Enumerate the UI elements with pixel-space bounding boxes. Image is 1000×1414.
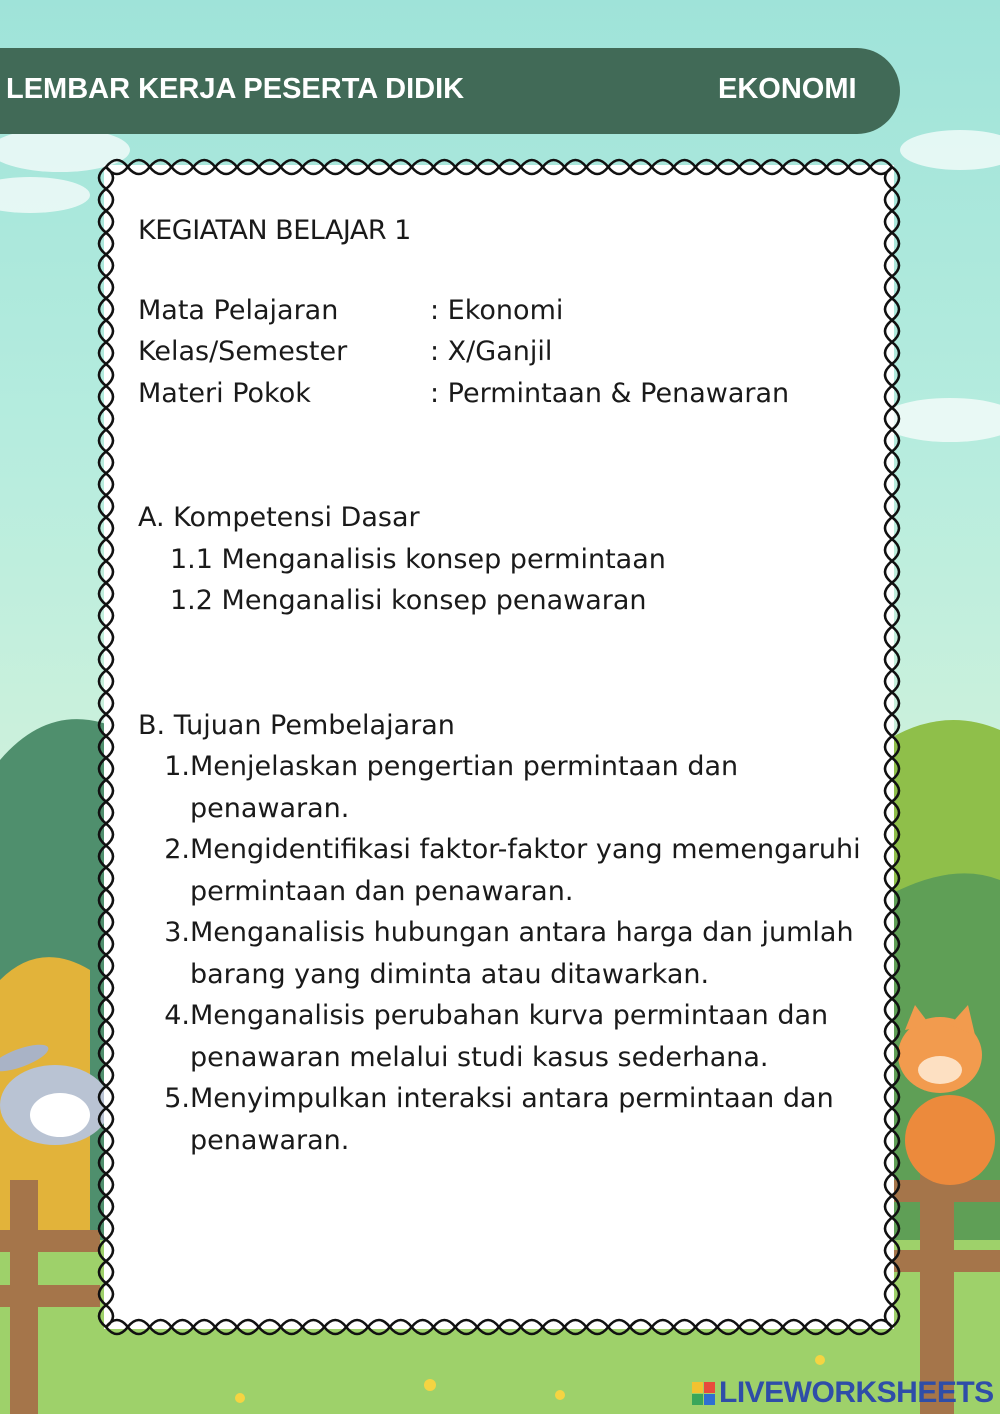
info-row-mapel xyxy=(138,290,898,332)
worksheet-content xyxy=(138,210,898,1161)
kompetensi-item: 1.1 Menganalisis konsep permintaan xyxy=(170,543,666,575)
list-item xyxy=(138,912,898,995)
list-number: 4. xyxy=(164,1000,190,1031)
kompetensi-title: A. Kompetensi Dasar xyxy=(138,502,420,533)
subject-label: EKONOMI xyxy=(718,73,857,105)
brand-text: LIVEWORKSHEETS xyxy=(719,1376,994,1409)
info-value: : X/Ganjil xyxy=(430,336,553,367)
info-label: Materi Pokok xyxy=(138,377,311,409)
info-value: : Permintaan & Penawaran xyxy=(430,377,790,409)
info-row-kelas xyxy=(138,331,898,373)
list-item xyxy=(138,995,898,1078)
list-text: Menganalisis hubungan antara harga dan jumlah barang yang diminta atau ditawarkan. xyxy=(190,917,854,990)
info-label: Mata Pelajaran xyxy=(138,294,339,326)
liveworksheets-brand[interactable] xyxy=(692,1376,994,1410)
list-number: 1. xyxy=(164,751,190,782)
tujuan-list xyxy=(138,746,898,1161)
list-number: 2. xyxy=(164,834,190,865)
info-value: : Ekonomi xyxy=(430,294,564,326)
list-item xyxy=(138,746,898,829)
list-item xyxy=(138,829,898,912)
kompetensi-item: 1.2 Menganalisi konsep penawaran xyxy=(170,585,647,616)
info-label: Kelas/Semester xyxy=(138,336,348,367)
list-text: Mengidentifikasi faktor-faktor yang memengaruhi permintaan dan penawaran. xyxy=(190,834,861,907)
header-title: LEMBAR KERJA PESERTA DIDIK xyxy=(6,73,465,105)
liveworksheets-logo-icon xyxy=(692,1382,715,1405)
list-number: 3. xyxy=(164,917,190,948)
list-text: Menjelaskan pengertian permintaan dan penawaran. xyxy=(190,751,739,824)
list-text: Menyimpulkan interaksi antara permintaan dan penawaran. xyxy=(190,1083,834,1156)
list-item xyxy=(138,1078,898,1161)
tujuan-title: B. Tujuan Pembelajaran xyxy=(138,709,455,741)
kegiatan-title: KEGIATAN BELAJAR 1 xyxy=(138,215,411,246)
list-number: 5. xyxy=(164,1083,190,1114)
info-row-materi xyxy=(138,373,898,415)
list-text: Menganalisis perubahan kurva permintaan dan penawaran melalui studi kasus sederhana. xyxy=(190,1000,829,1073)
